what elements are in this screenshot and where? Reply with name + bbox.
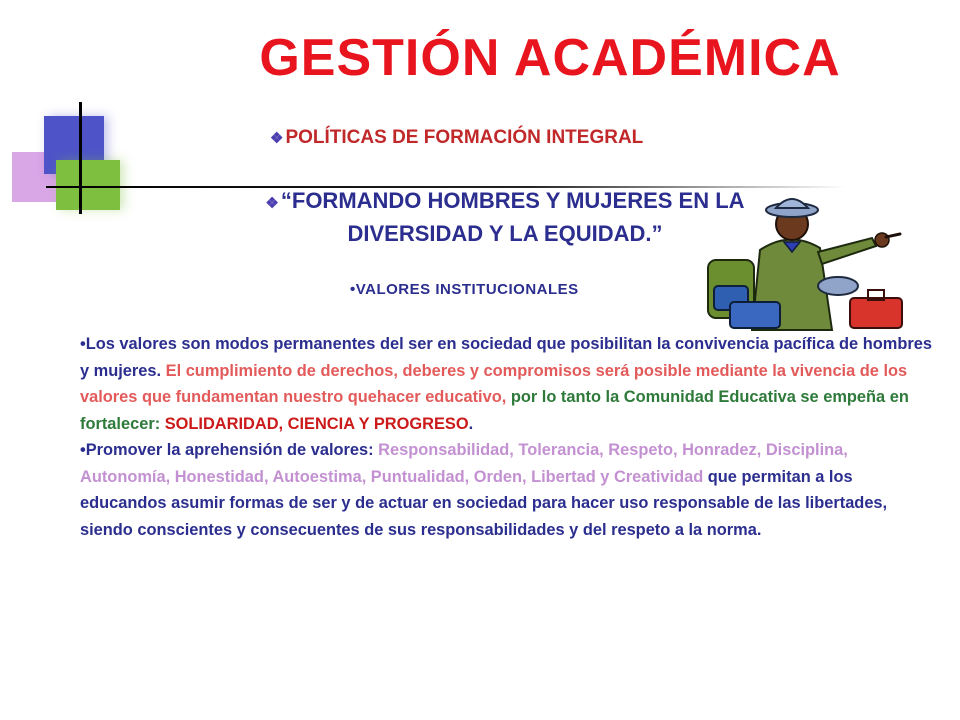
- slide-title: GESTIÓN ACADÉMICA: [259, 29, 841, 87]
- p2-intro: •Promover la aprehensión de valores:: [80, 441, 379, 459]
- promover-paragraph: [80, 437, 940, 543]
- politicas-label: POLÍTICAS DE FORMACIÓN INTEGRAL: [285, 127, 644, 148]
- valores-heading: •VALORES INSTITUCIONALES: [350, 281, 579, 298]
- p2-values-list: Responsabilidad, Tolerancia, Respeto, Honradez, Disciplina, Autonomía, Honestidad, Autoestima, Puntualidad, Orden, Libertad y Creatividad: [80, 441, 848, 486]
- p1-comunidad: por lo tanto la Comunidad Educativa se empeña en fortalecer:: [80, 388, 909, 433]
- p1-intro: •Los valores son modos permanentes del ser en sociedad que posibilitan la convivencia pacífica de hombres y mujeres.: [80, 335, 932, 380]
- body-text: [80, 331, 940, 543]
- p1-period: .: [468, 414, 474, 433]
- teacher-with-bags-illustration: [700, 190, 920, 332]
- formando-line2: DIVERSIDAD Y LA EQUIDAD.”: [347, 221, 663, 246]
- politicas-heading: [270, 127, 643, 149]
- diamond-bullet-icon: ❖: [270, 130, 284, 147]
- formando-line1: “FORMANDO HOMBRES Y MUJERES EN LA: [280, 188, 745, 213]
- decor-vertical-line: [79, 102, 82, 214]
- valores-paragraph: [80, 331, 940, 437]
- p1-values-list: SOLIDARIDAD, CIENCIA Y PROGRESO: [164, 414, 469, 433]
- p2-rest: que permitan a los educandos asumir formas de ser y de actuar en sociedad para hacer uso responsable de las libertades, siendo conscientes y consecuentes de sus responsabilidades y del respeto a la norma.: [80, 467, 888, 539]
- decor-square-green: [56, 160, 120, 210]
- diamond-bullet-icon: ❖: [265, 195, 279, 212]
- p1-derechos: El cumplimiento de derechos, deberes y compromisos será posible mediante la vivencia de los valores que fundamentan nuestro quehacer educativo,: [80, 361, 908, 406]
